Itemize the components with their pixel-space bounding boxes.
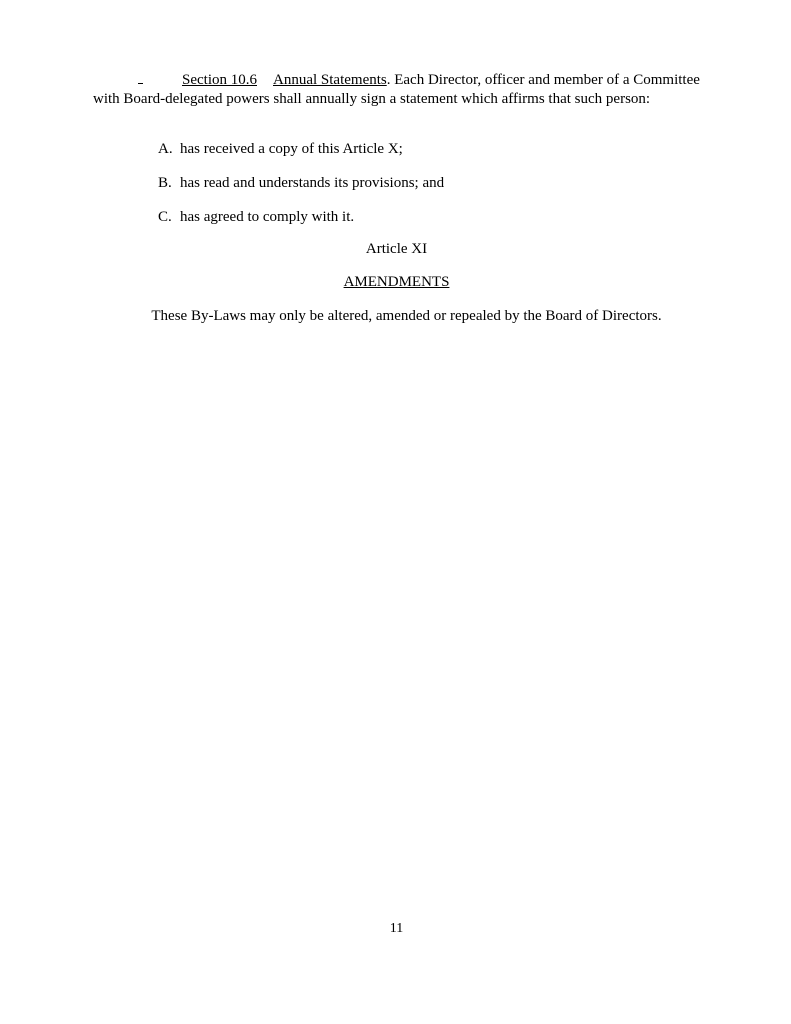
list-item [158, 208, 444, 227]
list-item-text: has agreed to comply with it. [180, 209, 355, 225]
list-item-letter: A. [158, 141, 173, 157]
page-number: 11 [389, 921, 404, 936]
section-number: Section 10.6 [182, 72, 257, 88]
list-item-text: has read and understands its provisions; and [180, 175, 445, 191]
article-heading-text: AMENDMENTS [343, 274, 450, 290]
list-item-letter: B. [158, 175, 172, 191]
article-title: Article XI [365, 241, 428, 257]
section-10-6-paragraph [93, 71, 703, 109]
list-item [158, 140, 444, 159]
stray-underscore-mark [138, 71, 143, 84]
section-title: Annual Statements [273, 72, 387, 88]
article-heading [1, 273, 791, 292]
affirmation-list [158, 140, 444, 242]
section-body: . Each Director, officer and member of a Committee with Board-delegated powers shall annually sign a statement which affirms that such person: [93, 72, 700, 107]
list-item [158, 174, 444, 193]
list-item-letter: C. [158, 209, 172, 225]
list-item-text: has received a copy of this Article X; [180, 141, 403, 157]
amendments-paragraph: These By-Laws may only be altered, amended or repealed by the Board of Directors. [151, 308, 662, 324]
